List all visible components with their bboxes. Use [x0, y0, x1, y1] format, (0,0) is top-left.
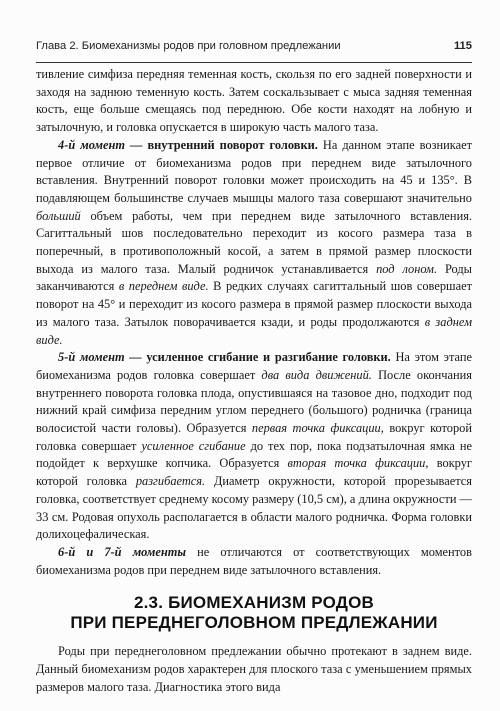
text-run: до тех пор, пока подзатылочная ямка не подойдет к верхушке копчика. Образуется	[36, 438, 472, 471]
emphasis: два вида движений.	[261, 367, 372, 382]
emphasis: усиленное сгибание	[141, 438, 246, 453]
text-run: После окончания внутреннего поворота головка плода, опустившаяся на тазовое дно, подходит под нижний край симфиза передним углом переднего (большого) родничка (граница волосистой части головы). Образуется	[36, 367, 472, 436]
emphasis: вторая точка фиксации,	[287, 456, 429, 471]
moment-5-label: 5-й момент —	[58, 350, 147, 365]
emphasis: в переднем виде.	[118, 279, 209, 294]
section-heading-line-1: 2.3. БИОМЕХАНИЗМ РОДОВ	[133, 593, 374, 613]
section-heading-line-2: ПРИ ПЕРЕДНЕГОЛОВНОМ ПРЕДЛЕЖАНИИ	[70, 613, 438, 633]
paragraph-moment-4	[36, 137, 472, 349]
emphasis: разгибается.	[135, 474, 206, 489]
text-run: На данном этапе возникает первое отличие от биомеханизма родов при переднем виде затылочного вставления. Внутренний поворот головки может происходить на 45 и 135°. В подавляющем большинстве случаев мышцы малого таза совершают значительно	[36, 137, 473, 205]
header-rule	[36, 62, 472, 63]
text-run: В редких случаях сагиттальный шов совершает поворот на 45° и переходит из косого размера в прямой размер плоскости выхода из малого таза. Затылок поворачивается кзади, и роды продолжаются	[36, 279, 472, 329]
text-run: Диаметр окружности, которой прорезывается головка, соответствует среднему косому размеру (10,5 см), а длина окружности — 33 см. Родовая опухоль располагается в области малого родничка. Форма головки долихоцефалическая.	[36, 474, 473, 542]
section-heading	[36, 593, 472, 633]
text-run: вокруг которой головка	[36, 456, 472, 489]
paragraph-moment-5	[36, 349, 472, 544]
page-number: 115	[453, 40, 472, 52]
text-run: На этом этапе биомеханизма родов головка совершает	[36, 350, 472, 382]
page-body	[36, 66, 472, 697]
moment-5-title: усиленное сгибание и разгибание головки.	[146, 350, 391, 365]
paragraph-1: тивление симфиза передняя теменная кость, скользя по его задней поверхности и заходя на заднюю теменную кость. Затем соскальзывает с мыса задняя теменная кость, еще больше смещаясь под переднюю. Обе кости находят на лобную и затылочную, и головка опускается в широкую часть малого таза.	[36, 67, 472, 135]
text-run: объем работы, чем при переднем виде затылочного вставления. Сагиттальный шов последовательно переходит из косого размера таза в поперечный, в противоположный косой, а затем в прямой размер плоскости выхода из малого таза. Малый родничок устанавливается	[36, 208, 472, 276]
text-run: не отличаются от соответствующих моментов биомеханизма родов при переднем виде затылочного вставления.	[36, 544, 472, 577]
moment-4-title: внутренний поворот головки.	[147, 137, 318, 152]
emphasis: под лоном.	[376, 261, 438, 276]
running-header	[36, 40, 472, 58]
emphasis: больший	[36, 208, 81, 223]
text-run: Роды заканчиваются	[36, 261, 472, 294]
emphasis: в заднем виде.	[36, 314, 472, 347]
paragraph-section-intro: Роды при переднеголовном предлежании обычно протекают в заднем виде. Данный биомеханизм родов характерен для плоского таза с уменьшением прямых размеров малого таза. Диагностика этого вида	[36, 644, 472, 694]
chapter-title: Глава 2. Биомеханизмы родов при головном предлежании	[36, 40, 341, 52]
emphasis: первая точка фиксации,	[251, 421, 384, 436]
moments-6-7-label: 6-й и 7-й моменты	[58, 544, 187, 559]
text-run: вокруг которой головка совершает	[36, 421, 472, 453]
moment-4-label: 4-й момент —	[58, 137, 148, 152]
paragraph-moments-6-7	[36, 544, 472, 579]
